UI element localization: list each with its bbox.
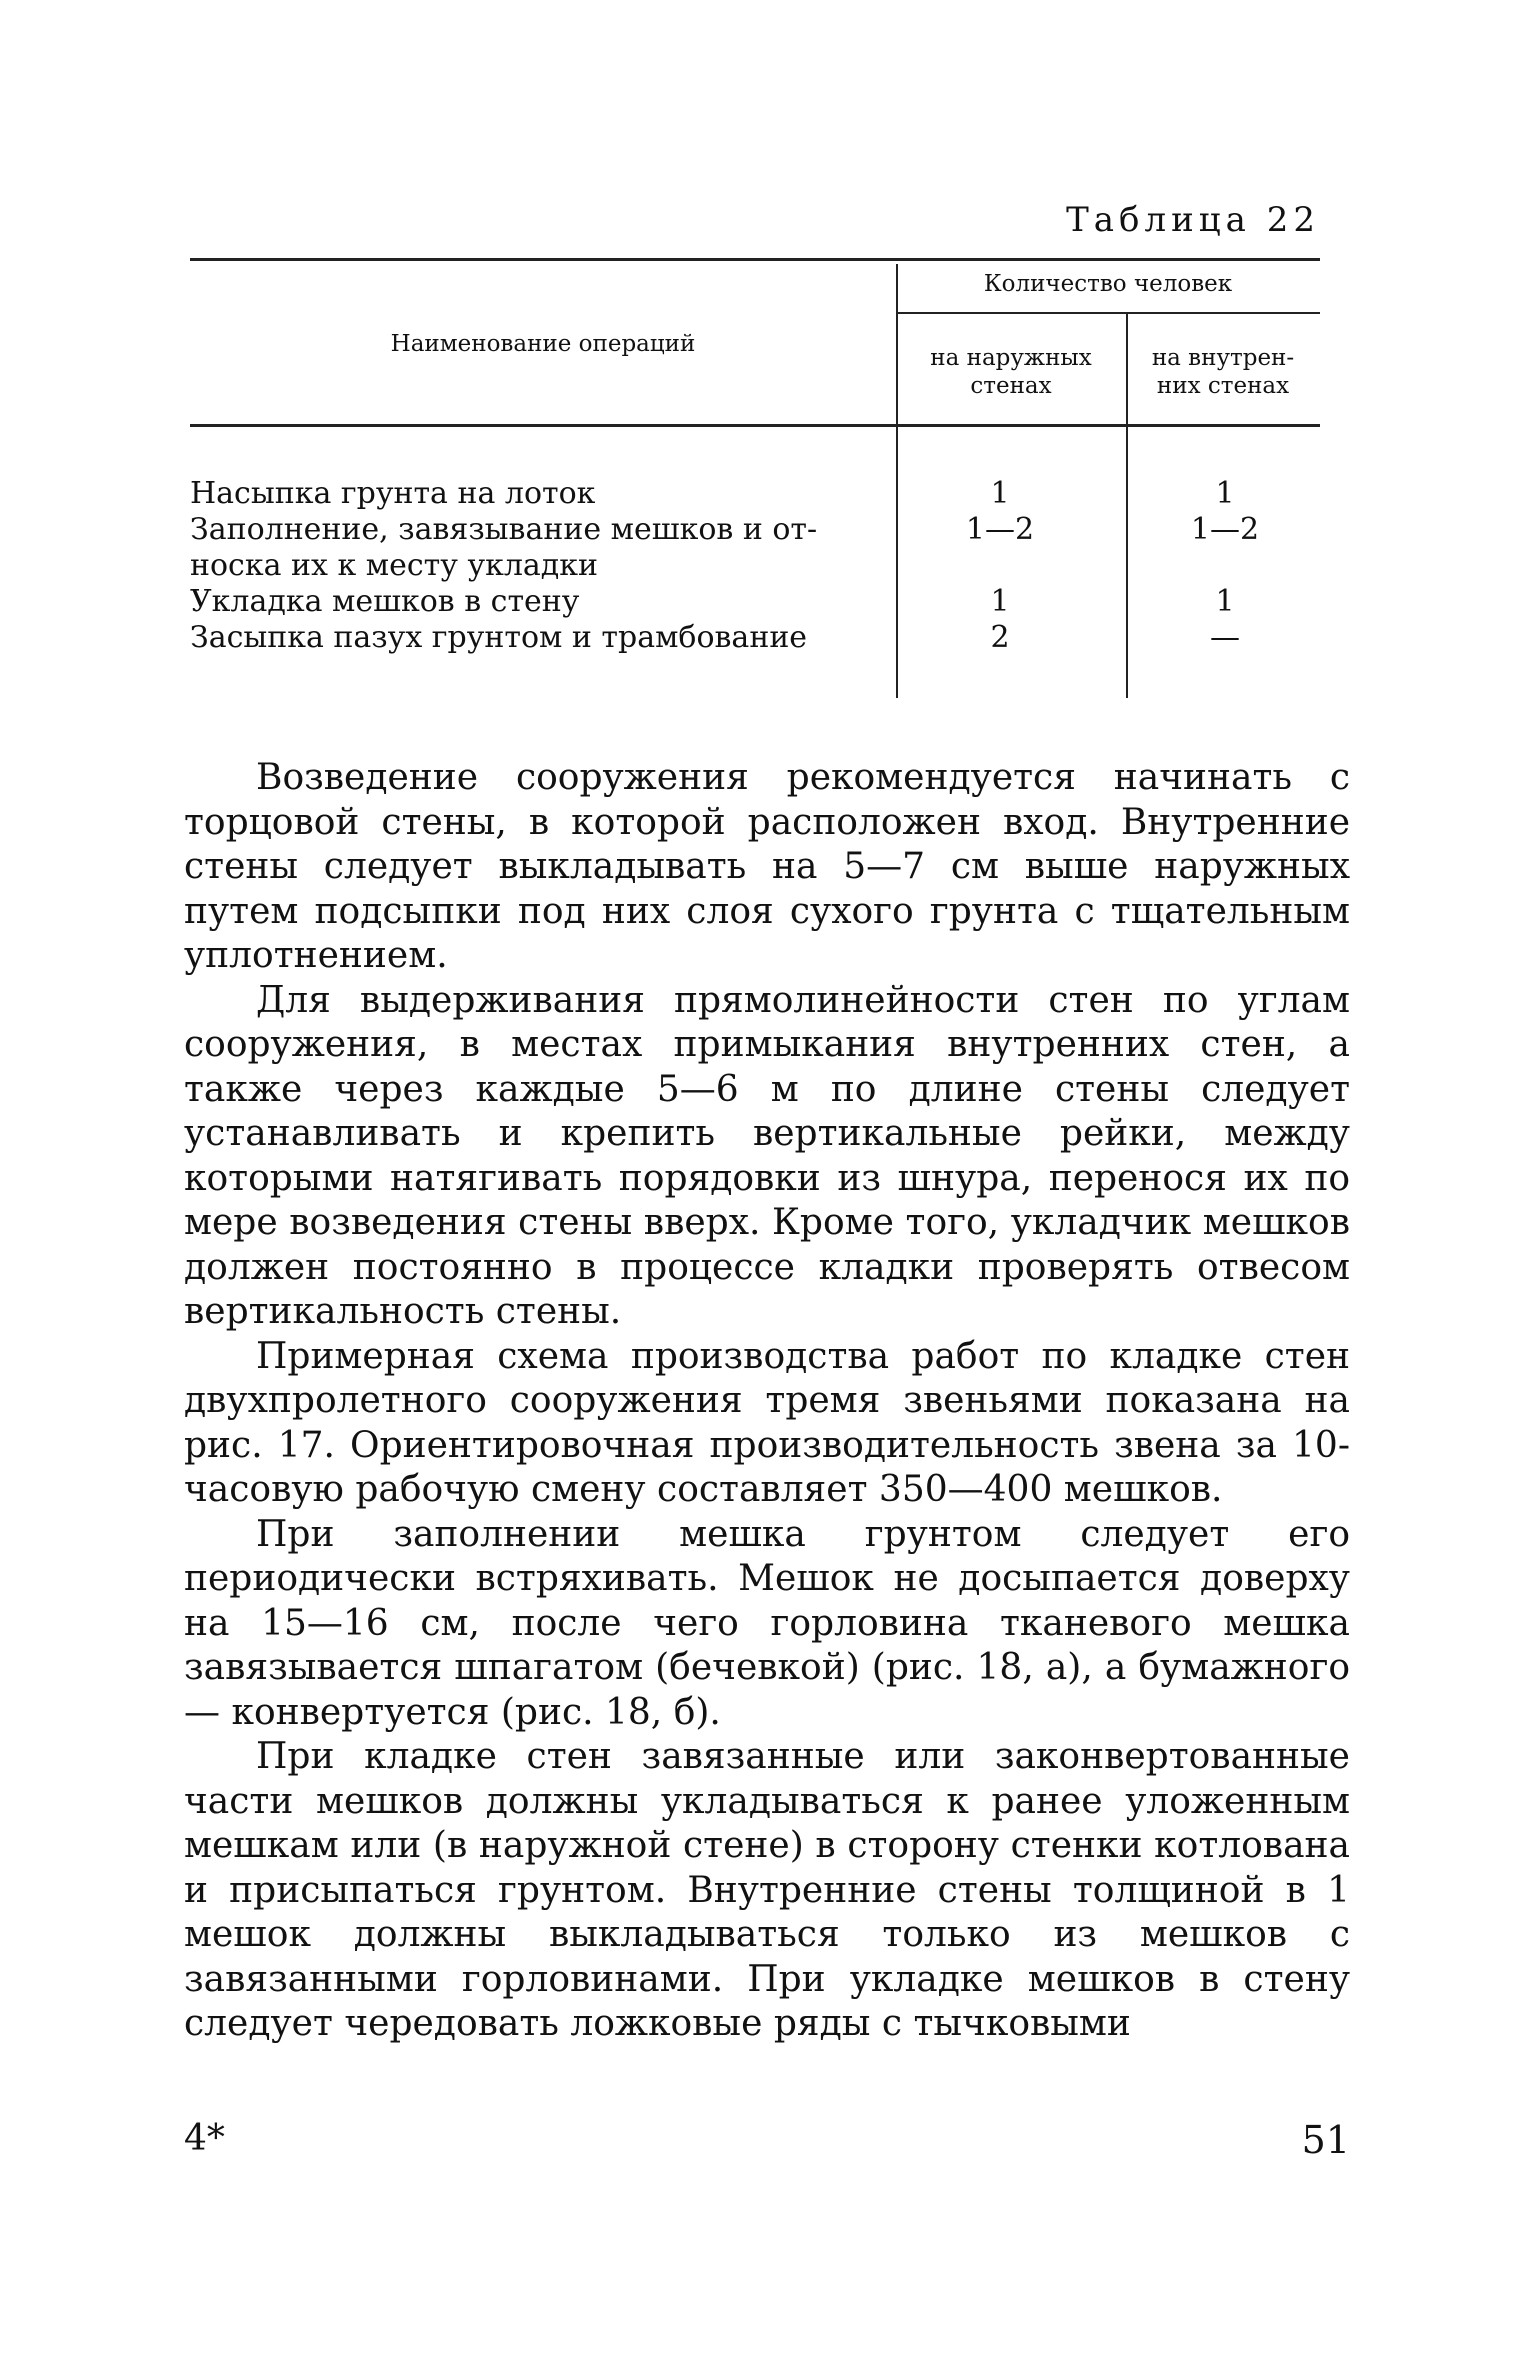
header-outer-walls: на наружных стенах (930, 345, 1092, 399)
paragraph: Возведение сооружения рекомендуется начинать с торцовой стены, в которой расположен вход. Внутренние стены следует выкладывать на 5—7 см выше наружных путем подсыпки под них слоя сухого грунта с тщательным уплотнением. (184, 757, 1350, 976)
table-row (190, 620, 1320, 656)
paragraph: При кладке стен завязанные или законвертованные части мешков должны укладываться к ранее уложенным мешкам или (в наружной стене) в сторону стенки котлована и присыпаться грунтом. Внутренние стены толщиной в 1 мешок должны выкладываться только из мешков с завязанными горловинами. При укладке мешков в стену следует чередовать ложковые ряды с тычковыми (184, 1736, 1350, 2044)
paragraph: Примерная схема производства работ по кладке стен двухпролетного сооружения тремя звеньями показана на рис. 17. Ориентировочная производительность звена за 10-часовую рабочую смену составляет 350—400 мешков. (184, 1335, 1350, 1510)
table-row (190, 584, 1320, 620)
paragraph: При заполнении мешка грунтом следует его периодически встряхивать. Мешок не досыпается доверху на 15—16 см, после чего горловина тканевого мешка завязывается шпагатом (бечевкой) (рис. 18, а), а бумажного — конвертуется (рис. 18, б). (184, 1513, 1350, 1733)
cell-outer: 1 (990, 584, 1010, 619)
cell-operation: Насыпка грунта на лоток (190, 476, 596, 511)
paragraph: Для выдерживания прямолинейности стен по углам сооружения, в местах примыкания внутренних стен, а также через каждые 5—6 м по длине стены следует устанавливать и крепить вертикальные рейки, между которыми натягивать порядовки из шнура, перенося их по мере возведения стены вверх. Кроме того, укладчик мешков должен постоянно в процессе кладки проверять отвесом вертикальность стены. (184, 979, 1350, 1332)
header-operation-name: Наименование операций (390, 331, 696, 357)
table-row (190, 512, 1320, 584)
table-top-rule (190, 258, 1320, 261)
table-body (190, 476, 1320, 656)
cell-outer: 1—2 (965, 512, 1035, 547)
printer-signature: 4* (184, 2118, 225, 2159)
table-subheader-rule (896, 312, 1320, 314)
cell-outer: 1 (990, 476, 1010, 511)
header-people-count: Количество человек (983, 271, 1233, 297)
cell-inner: — (1210, 620, 1240, 655)
operations-table (190, 258, 1320, 698)
cell-operation: Укладка мешков в стену (190, 584, 580, 619)
header-inner-walls: на внутрен- них стенах (1151, 345, 1295, 399)
table-row (190, 476, 1320, 512)
cell-operation: Засыпка пазух грунтом и трамбование (190, 620, 808, 655)
cell-inner: 1 (1215, 584, 1235, 619)
table-header-rule (190, 424, 1320, 427)
cell-operation: Заполнение, завязывание мешков и от- носка их к месту укладки (190, 512, 818, 583)
table-caption: Таблица 22 (1066, 200, 1320, 240)
page-number: 51 (1301, 2118, 1350, 2162)
cell-inner: 1 (1215, 476, 1235, 511)
cell-outer: 2 (990, 620, 1010, 655)
cell-inner: 1—2 (1190, 512, 1260, 547)
body-text (184, 756, 1350, 2047)
